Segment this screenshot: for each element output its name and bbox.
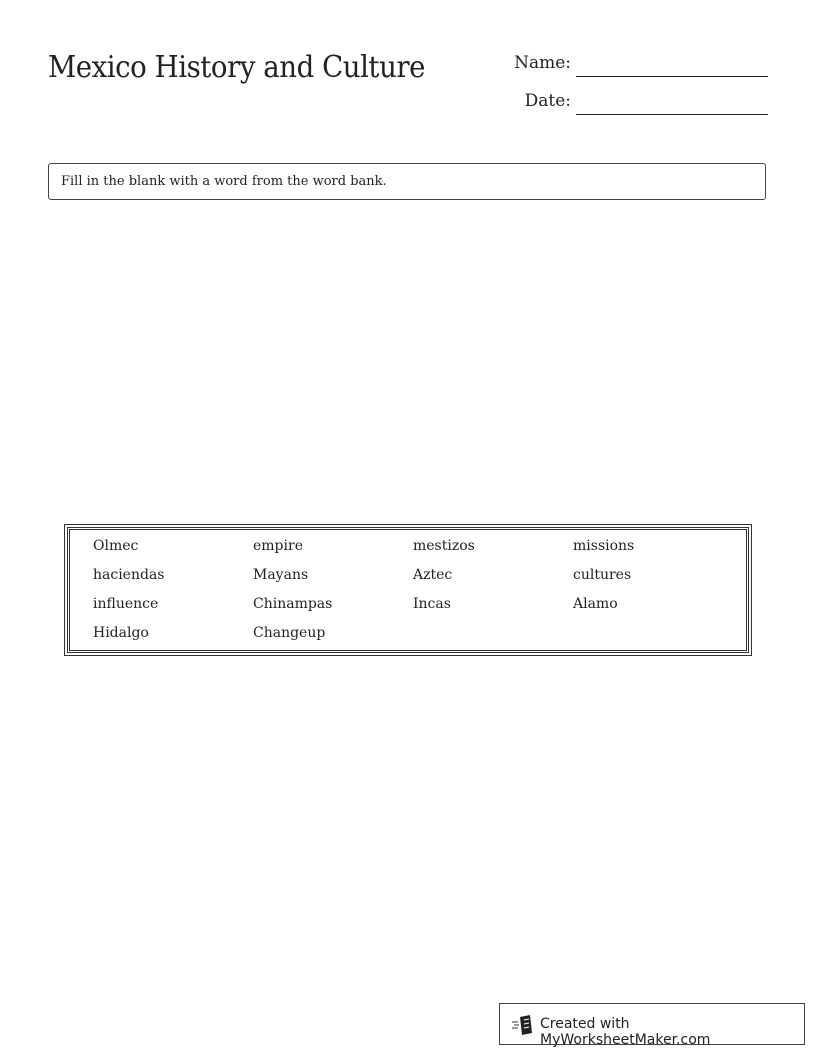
word-bank-item: Incas [413, 596, 451, 612]
date-line[interactable] [576, 114, 768, 115]
word-bank-item: haciendas [93, 567, 165, 583]
word-bank-inner-border [69, 529, 747, 651]
word-bank-item: missions [573, 538, 635, 554]
word-bank-item: Aztec [413, 567, 453, 583]
word-bank-item: Changeup [253, 625, 326, 641]
word-bank-item: Alamo [573, 596, 618, 612]
word-bank-item: Chinampas [253, 596, 333, 612]
word-bank-item: mestizos [413, 538, 475, 554]
word-bank-item: empire [253, 538, 303, 554]
word-bank-item: Hidalgo [93, 625, 149, 641]
name-field [480, 53, 571, 75]
instructions-box [48, 163, 766, 200]
page-title: Mexico History and Culture [48, 50, 425, 85]
footer-badge[interactable] [499, 1003, 805, 1048]
word-bank-item: Olmec [93, 538, 139, 554]
instructions-text: Fill in the blank with a word from the word bank. [61, 174, 387, 189]
word-bank-item: Mayans [253, 567, 309, 583]
date-label: Date: [524, 91, 571, 111]
footer-text: Created with MyWorksheetMaker.com [540, 1016, 711, 1048]
word-bank-item: influence [93, 596, 159, 612]
worksheet-logo-icon [512, 1014, 536, 1040]
name-label: Name: [514, 53, 571, 73]
word-bank-item: cultures [573, 567, 632, 583]
name-line[interactable] [576, 76, 768, 77]
date-field [480, 91, 571, 113]
word-bank [64, 524, 752, 656]
